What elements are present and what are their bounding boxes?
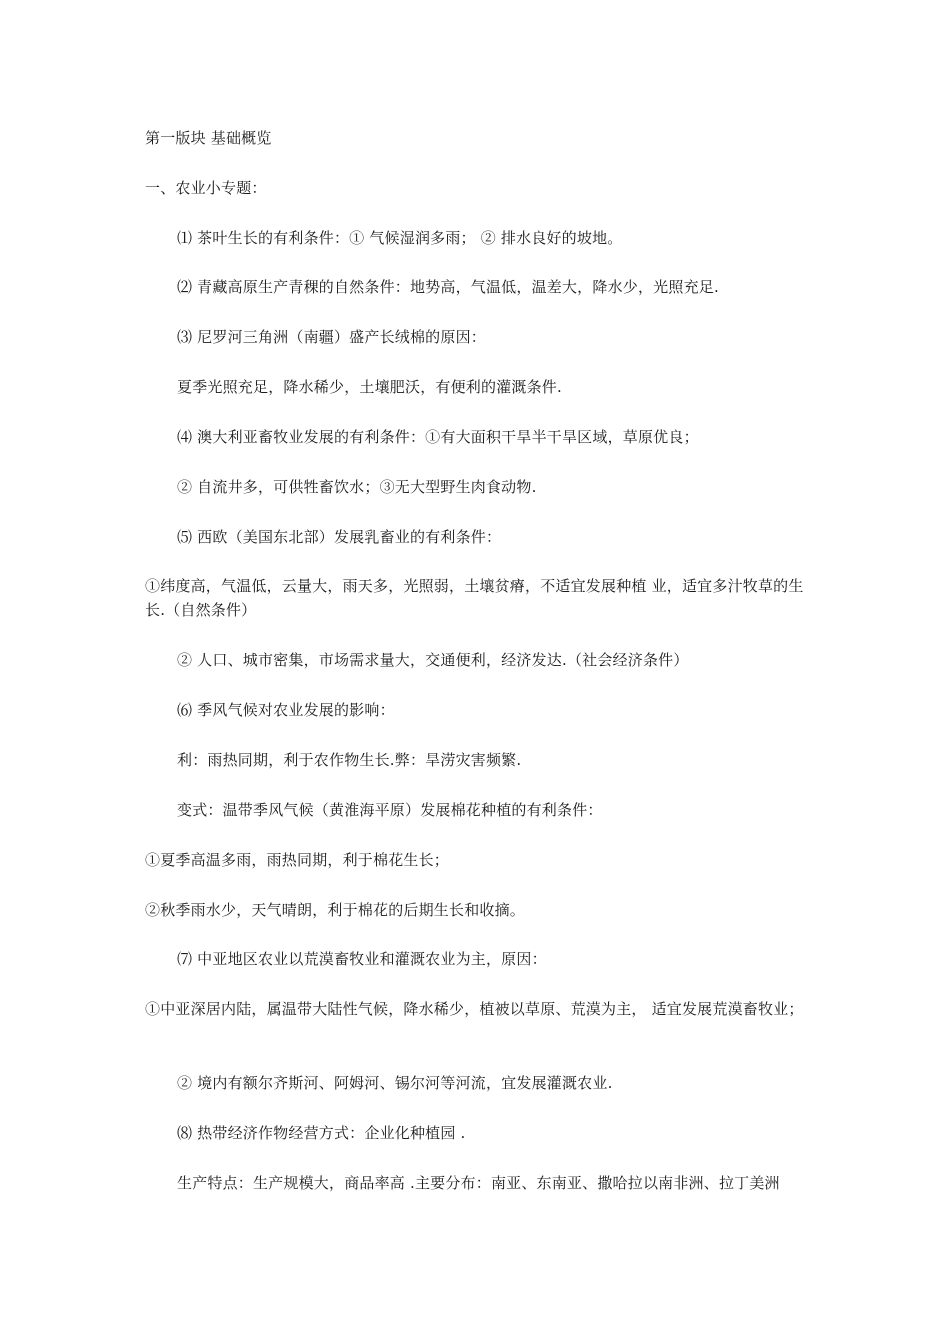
paragraph-cotton-autumn: ②秋季雨水少，天气晴朗，利于棉花的后期生长和收摘。 (145, 901, 526, 919)
paragraph-plantation-mode: ⑻ 热带经济作物经营方式：企业化种植园 . (177, 1124, 466, 1142)
paragraph-central-asia-climate: ①中亚深居内陆，属温带大陆性气候，降水稀少，植被以草原、荒漠为主， 适宜发展荒漠畜牧业； (145, 1000, 804, 1018)
paragraph-cotton-summer: ①夏季高温多雨，雨热同期，利于棉花生长； (145, 851, 450, 869)
paragraph-dairy-social: ② 人口、城市密集，市场需求量大，交通便利，经济发达.（社会经济条件） (177, 651, 689, 669)
paragraph-cotton-variant-heading: 变式：温带季风气候（黄淮海平原）发展棉花种植的有利条件： (177, 801, 603, 819)
paragraph-monsoon-heading: ⑹ 季风气候对农业发展的影响： (177, 701, 395, 719)
paragraph-plantation-features: 生产特点：生产规模大，商品率高 .主要分布：南亚、东南亚、撒哈拉以南非洲、拉丁美洲 (177, 1174, 780, 1192)
paragraph-monsoon-effects: 利：雨热同期，利于农作物生长.弊：旱涝灾害频繁. (177, 751, 522, 769)
paragraph-nile-cotton-heading: ⑶ 尼罗河三角洲（南疆）盛产长绒棉的原因： (177, 328, 486, 346)
paragraph-australia-livestock-1: ⑷ 澳大利亚畜牧业发展的有利条件：①有大面积干旱半干旱区域，草原优良； (177, 428, 699, 446)
paragraph-tea-conditions: ⑴ 茶叶生长的有利条件：① 气候湿润多雨； ② 排水良好的坡地。 (177, 229, 623, 247)
block-title: 第一版块 基础概览 (145, 129, 272, 147)
paragraph-dairy-natural: ①纬度高，气温低，云量大，雨天多，光照弱，土壤贫瘠，不适宜发展种植 业，适宜多汁牧草的生长.（自然条件） (145, 577, 804, 619)
paragraph-qinghai-tibet-barley: ⑵ 青藏高原生产青稞的自然条件：地势高，气温低，温差大，降水少，光照充足. (177, 278, 719, 296)
paragraph-dairy-heading: ⑸ 西欧（美国东北部）发展乳畜业的有利条件： (177, 528, 502, 546)
paragraph-central-asia-rivers: ② 境内有额尔齐斯河、阿姆河、锡尔河等河流，宜发展灌溉农业. (177, 1074, 613, 1092)
paragraph-nile-cotton-reasons: 夏季光照充足，降水稀少，土壤肥沃，有便利的灌溉条件. (177, 378, 562, 396)
paragraph-central-asia-heading: ⑺ 中亚地区农业以荒漠畜牧业和灌溉农业为主，原因： (177, 950, 547, 968)
paragraph-australia-livestock-2: ② 自流井多，可供牲畜饮水；③无大型野生肉食动物. (177, 478, 537, 496)
section-heading: 一、农业小专题： (145, 179, 267, 197)
